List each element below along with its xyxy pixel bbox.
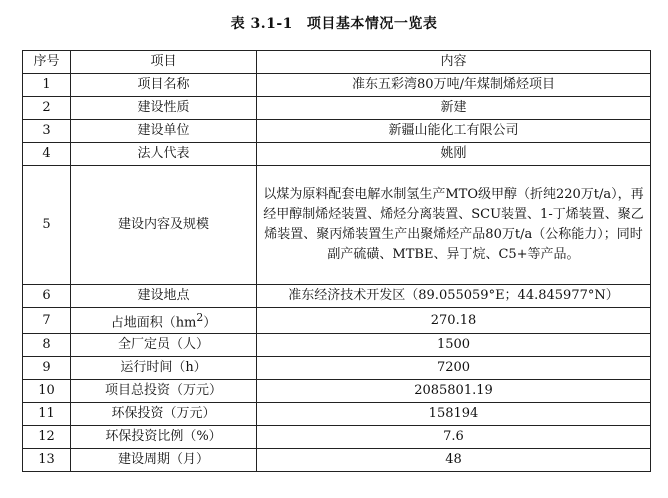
row-number: 11: [23, 403, 71, 426]
row-number: 8: [23, 334, 71, 357]
row-item: 环保投资（万元）: [71, 403, 257, 426]
table-row: [23, 308, 651, 334]
row-number: 4: [23, 143, 71, 166]
table-row: [23, 403, 651, 426]
table-caption: [0, 14, 668, 34]
row-number: 2: [23, 97, 71, 120]
row-item-superscript: 2: [196, 311, 204, 324]
header-item: 项目: [71, 51, 257, 74]
row-content: 新疆山能化工有限公司: [257, 120, 651, 143]
table-row: [23, 334, 651, 357]
row-item-text: 占地面积（hm: [110, 315, 197, 331]
row-item: 项目总投资（万元）: [71, 380, 257, 403]
row-item-suffix: ）: [203, 315, 217, 331]
row-number: 13: [23, 449, 71, 472]
row-content: 姚刚: [257, 143, 651, 166]
row-item: 建设内容及规模: [71, 166, 257, 285]
row-content: 准东经济技术开发区（89.055059°E；44.845977°N）: [257, 285, 651, 308]
table-row: [23, 143, 651, 166]
table-row: [23, 380, 651, 403]
project-info-table: [22, 50, 651, 472]
row-content: 270.18: [257, 308, 651, 334]
row-item: 运行时间（h）: [71, 357, 257, 380]
table-row: [23, 97, 651, 120]
row-content: 48: [257, 449, 651, 472]
row-item: 建设地点: [71, 285, 257, 308]
row-item: 法人代表: [71, 143, 257, 166]
table-row: [23, 357, 651, 380]
table-header-row: [23, 51, 651, 74]
table-caption-title: 项目基本情况一览表: [306, 16, 438, 32]
row-number: 9: [23, 357, 71, 380]
row-content: 以煤为原料配套电解水制氢生产MTO级甲醇（折纯220万t/a），再经甲醇制烯烃装置、烯烃分离装置、SCU装置、1-丁烯装置、聚乙烯装置、聚丙烯装置生产出聚烯烃产品80万t/a（公称能力）；同时副产硫磺、MTBE、异丁烷、C5+等产品。: [257, 166, 651, 285]
row-number: 10: [23, 380, 71, 403]
row-item: 环保投资比例（%）: [71, 426, 257, 449]
header-no: 序号: [23, 51, 71, 74]
header-content: 内容: [257, 51, 651, 74]
row-item: 全厂定员（人）: [71, 334, 257, 357]
row-content: 7.6: [257, 426, 651, 449]
row-number: 3: [23, 120, 71, 143]
table-row: [23, 120, 651, 143]
row-item: 建设单位: [71, 120, 257, 143]
table-row: [23, 74, 651, 97]
table-row: [23, 449, 651, 472]
table-row: [23, 285, 651, 308]
row-content: 2085801.19: [257, 380, 651, 403]
table-row: [23, 426, 651, 449]
table-row: [23, 166, 651, 285]
row-number: 12: [23, 426, 71, 449]
row-number: 7: [23, 308, 71, 334]
row-item: [71, 308, 257, 334]
row-content: 新建: [257, 97, 651, 120]
row-item: 项目名称: [71, 74, 257, 97]
row-content: 158194: [257, 403, 651, 426]
table-caption-number: 表 3.1-1: [230, 16, 293, 32]
row-number: 6: [23, 285, 71, 308]
row-content: 准东五彩湾80万吨/年煤制烯烃项目: [257, 74, 651, 97]
row-item: 建设周期（月）: [71, 449, 257, 472]
row-item: 建设性质: [71, 97, 257, 120]
row-number: 1: [23, 74, 71, 97]
row-content: 7200: [257, 357, 651, 380]
row-number: 5: [23, 166, 71, 285]
row-content: 1500: [257, 334, 651, 357]
